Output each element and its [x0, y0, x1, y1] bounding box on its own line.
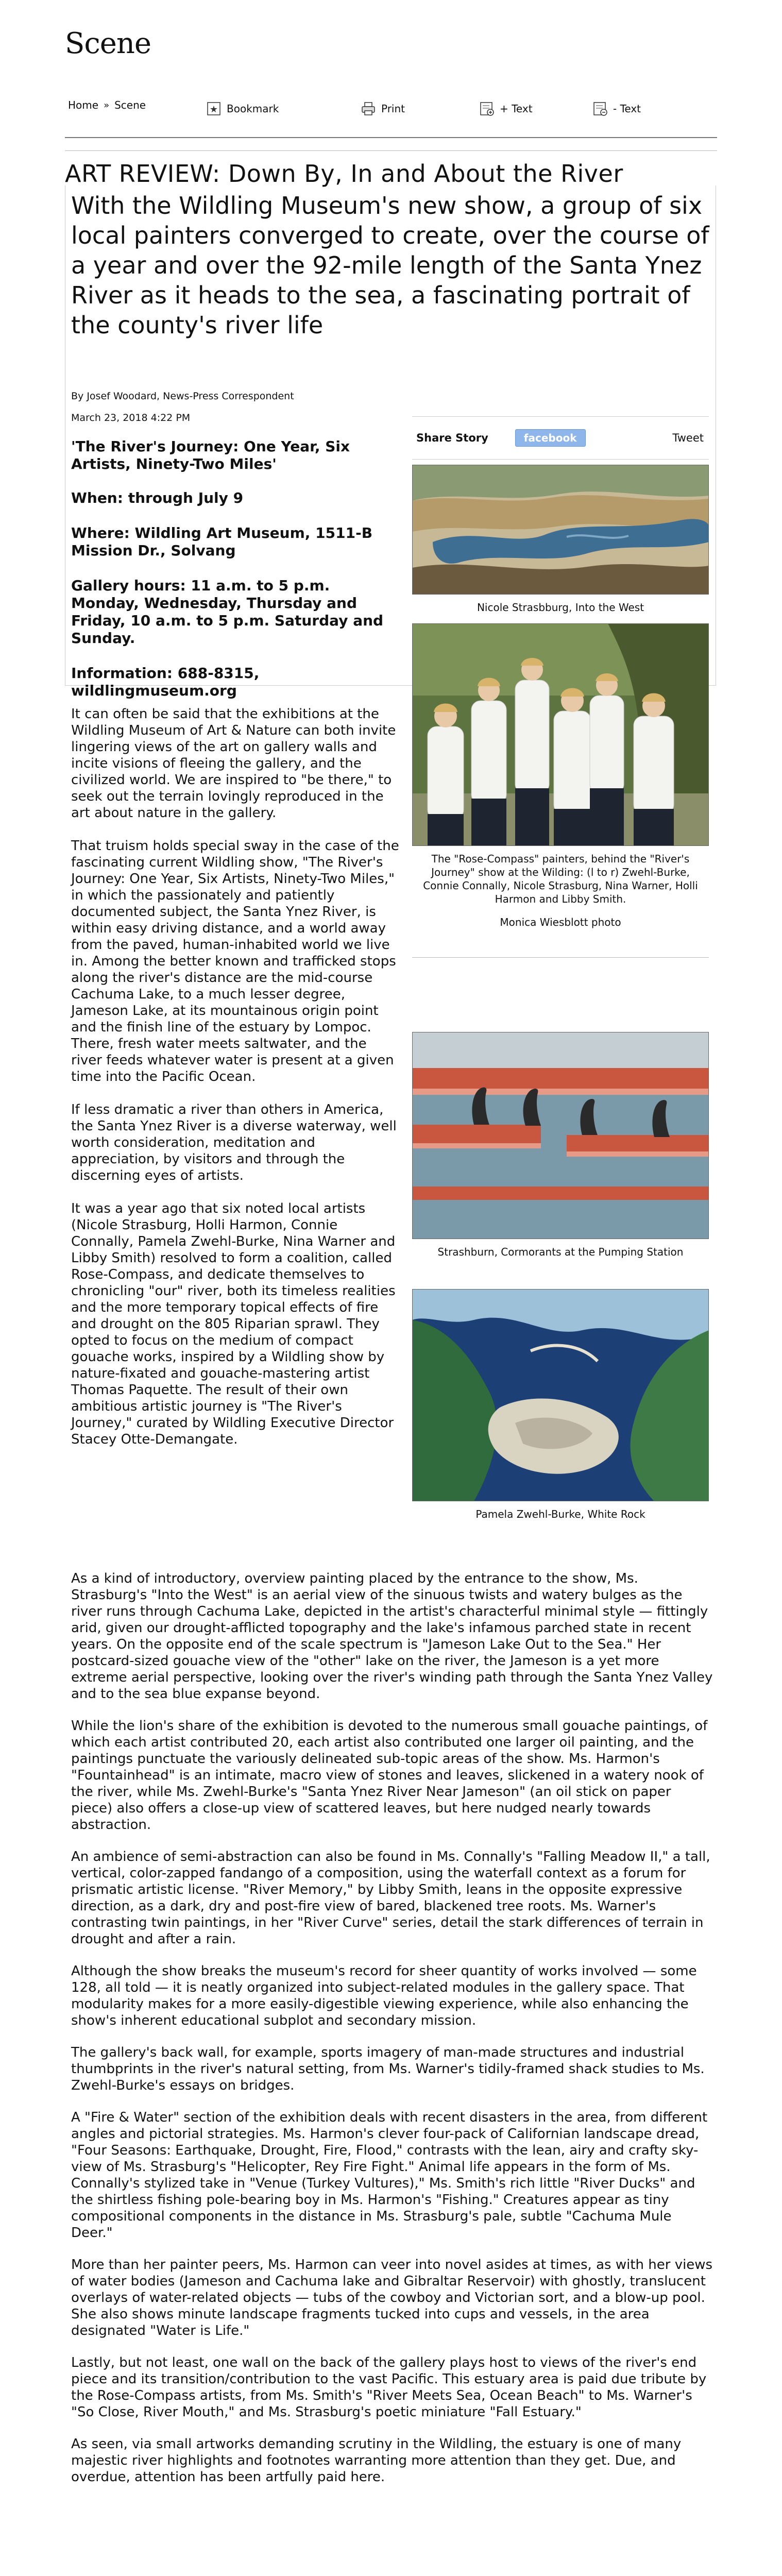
bookmark-label: Bookmark	[227, 103, 279, 115]
bookmark-icon	[206, 101, 222, 116]
section-logo[interactable]: Scene	[65, 27, 151, 60]
share-bar	[412, 416, 709, 460]
svg-text:★: ★	[209, 104, 218, 115]
text-larger-button[interactable]	[479, 101, 533, 116]
paragraph: While the lion's share of the exhibition is devoted to the numerous small gouache paintings, of which each artist contributed 20, each artist also contributed one larger oil painting, and the paintings punctuate the variously delineated sub-topic areas of the show. Ms. Harmon's "Fountainhead" is an intimate, macro view of stones and leaves, slickened in a watery nook of the river, while Ms. Zwehl-Burke's "Santa Ynez River Near Jameson" (an oil stick on paper piece) also offers a close-up view of scattered leaves, but here nudged nearly towards abstraction.	[71, 1718, 708, 1833]
print-button[interactable]	[361, 101, 405, 116]
article-headline: ART REVIEW: Down By, In and About the River	[65, 160, 623, 188]
print-label: Print	[381, 103, 405, 115]
paragraph: As seen, via small artworks demanding scrutiny in the Wildling, the estuary is one of many majestic river highlights and footnotes warranting more attention than they get. Due, and overdue, attention has been artfully paid here.	[71, 2436, 682, 2485]
text-smaller-button[interactable]	[592, 101, 641, 116]
text-smaller-icon	[592, 101, 608, 116]
article-body-left	[71, 706, 400, 1448]
article-deck: With the Wildling Museum's new show, a group of six local painters converged to create, over the course of a year and over the 92-mile length of the Santa Ynez River as it heads to the sea, a fascinating portrait of the county's river life	[71, 192, 709, 339]
paragraph: Lastly, but not least, one wall on the back of the gallery plays host to views of the river's end piece and its transition/contribution to the vast Pacific. This estuary area is paid due tribute by the Rose-Compass artists, from Ms. Smith's "River Meets Sea, Ocean Beach" to Ms. Warner's "So Close, River Mouth," and Ms. Strasburg's poetic miniature "Fall Estuary."	[71, 2355, 707, 2420]
paragraph: If less dramatic a river than others in America, the Santa Ynez River is a diverse waterway, well worth consideration, meditation and appreciation, by visitors and through the discerning eyes of artists.	[71, 1102, 397, 1183]
breadcrumb-home[interactable]: Home	[68, 99, 99, 111]
print-icon	[361, 101, 376, 116]
figure-caption: Strashburn, Cormorants at the Pumping Station	[437, 1246, 684, 1258]
divider	[412, 957, 709, 958]
text-larger-icon	[479, 101, 495, 116]
share-label: Share Story	[416, 432, 488, 444]
breadcrumb-current[interactable]: Scene	[114, 99, 146, 111]
divider	[65, 137, 717, 138]
text-larger-label: + Text	[500, 103, 533, 115]
facebook-share-button[interactable]: facebook	[515, 429, 586, 447]
photo-rose-compass-painters[interactable]	[412, 623, 709, 846]
paragraph: The gallery's back wall, for example, sports imagery of man-made structures and industrial thumbprints in the river's natural setting, from Ms. Warner's tidily-framed shack studies to Ms. Zwehl-Burke's essays on bridges.	[71, 2045, 705, 2093]
painting-into-the-west[interactable]	[412, 465, 709, 595]
paragraph: More than her painter peers, Ms. Harmon can veer into novel asides at times, as with her views of water bodies (Jameson and Cachuma lake and Gibraltar Reservoir) with ghostly, translucent overlays of water-related objects — tubs of the cowboy and Victorian sort, and a blow-up pool. She also shows minute landscape fragments tucked into cups and vessels, in the area designated "Water is Life."	[71, 2257, 713, 2338]
paragraph: Although the show breaks the museum's record for sheer quantity of works involved — some 128, all told — it is neatly organized into subject-related modules in the gallery space. That modularity makes for a more easily-digestible viewing experience, while also enhancing the show's inherent educational subplot and secondary mission.	[71, 1963, 697, 2028]
bookmark-button[interactable]	[206, 101, 279, 116]
paragraph: That truism holds special sway in the case of the fascinating current Wildling show, "The River's Journey: One Year, Six Artists, Ninety-Two Miles," in which the passionately and patiently documented subject, the Santa Ynez River, is within easy driving distance, and a world away from the paved, human-inhabited world we live in. Among the better known and trafficked stops along the river's distance are the mid-course Cachuma Lake, to a much lesser degree, Jameson Lake, at its mountainous origin point and the finish line of the estuary by Lompoc. There, fresh water meets saltwater, and the river feeds whatever water is present at a given time into the Pacific Ocean.	[71, 838, 399, 1084]
breadcrumb-separator: »	[104, 99, 110, 111]
figure-white-rock	[412, 1289, 709, 1521]
figure-caption: Nicole Strasbburg, Into the West	[477, 601, 644, 614]
figure-group-photo	[412, 623, 709, 928]
article-body-full	[71, 1570, 714, 2485]
divider	[65, 150, 717, 151]
fact-where: Where: Wildling Art Museum, 1511-B Mission Dr., Solvang	[71, 524, 373, 559]
paragraph: It can often be said that the exhibitions at the Wildling Museum of Art & Nature can both invite lingering views of the art on gallery walls and incite visions of fleeing the gallery, and the civilized world. We are inspired to "be there," to seek out the terrain lovingly reproduced in the art about nature in the gallery.	[71, 706, 396, 821]
figure-into-the-west	[412, 465, 709, 614]
article-byline: By Josef Woodard, News-Press Correspondent	[71, 391, 294, 402]
event-facts	[71, 438, 400, 700]
figure-caption: The "Rose-Compass" painters, behind the "River's Journey" show at the Wilding: (l to r) Zwehl-Burke, Connie Connally, Nicole Strasburg, Nina Warner, Holli Harmon and Libby Smith.	[423, 853, 698, 905]
painting-white-rock[interactable]	[412, 1289, 709, 1501]
tweet-button[interactable]: Tweet	[672, 432, 704, 444]
paragraph: As a kind of introductory, overview painting placed by the entrance to the show, Ms. Strasburg's "Into the West" is an aerial view of the sinuous twists and watery bulges as the river runs through Cachuma Lake, depicted in the artist's characterful minimal style — fittingly arid, given our drought-afflicted topography and the lake's infamous parched state in recent years. On the opposite end of the scale spectrum is "Jameson Lake Out to the Sea." Her postcard-sized gouache view of the "other" lake on the river, the Jameson is a yet more extreme aerial perspective, looking over the river's winding path through the Santa Ynez Valley and to the sea blue expanse beyond.	[71, 1571, 713, 1702]
painting-cormorants[interactable]	[412, 1032, 709, 1239]
article-date: March 23, 2018 4:22 PM	[71, 412, 191, 423]
breadcrumb	[68, 99, 146, 111]
figure-caption: Pamela Zwehl-Burke, White Rock	[475, 1508, 645, 1520]
fact-hours: Gallery hours: 11 a.m. to 5 p.m. Monday, Wednesday, Thursday and Friday, 10 a.m. to 5 p.m. Saturday and Sunday.	[71, 577, 384, 647]
fact-title: 'The River's Journey: One Year, Six Artists, Ninety-Two Miles'	[71, 438, 350, 472]
paragraph: A "Fire & Water" section of the exhibition deals with recent disasters in the area, from different angles and pictorial strategies. Ms. Harmon's clever four-pack of Californian landscape dread, "Four Seasons: Earthquake, Drought, Fire, Flood," contrasts with the lean, airy and crafty sky-view of Ms. Strasburg's "Helicopter, Rey Fire Fight." Animal life appears in the form of Ms. Connally's stylized take in "Venue (Turkey Vultures)," Ms. Smith's rich little "River Ducks" and the shirtless fishing pole-bearing boy in Ms. Harmon's "Fishing." Creatures appear as tiny compositional components in the distance in Ms. Strasburg's pale, subtle "Cachuma Mule Deer."	[71, 2110, 708, 2241]
paragraph: It was a year ago that six noted local artists (Nicole Strasburg, Holli Harmon, Connie Connally, Pamela Zwehl-Burke, Nina Warner and Libby Smith) resolved to form a coalition, called Rose-Compass, and dedicate themselves to chronicling "our" river, both its timeless realities and the more temporary topical effects of fire and drought on the 805 Riparian sprawl. They opted to focus on the medium of compact gouache works, inspired by a Wildling show by nature-fixated and gouache-mastering artist Thomas Paquette. The result of their own ambitious artistic journey is "The River's Journey," curated by Wildling Executive Director Stacey Otte-Demangate.	[71, 1201, 396, 1447]
fact-when: When: through July 9	[71, 489, 244, 506]
paragraph: An ambience of semi-abstraction can also be found in Ms. Connally's "Falling Meadow II," a tall, vertical, color-zapped fandango of a composition, using the waterfall context as a forum for prismatic artistic license. "River Memory," by Libby Smith, leans in the opposite expressive direction, as a dark, dry and post-fire view of bared, blackened tree roots. Ms. Warner's contrasting twin paintings, in her "River Curve" series, detail the stark differences of terrain in drought and after a rain.	[71, 1849, 710, 1947]
text-smaller-label: - Text	[613, 103, 641, 115]
fact-info: Information: 688-8315, wildlingmuseum.org	[71, 665, 260, 699]
photo-credit: Monica Wiesblott photo	[500, 916, 621, 928]
figure-cormorants	[412, 1032, 709, 1259]
